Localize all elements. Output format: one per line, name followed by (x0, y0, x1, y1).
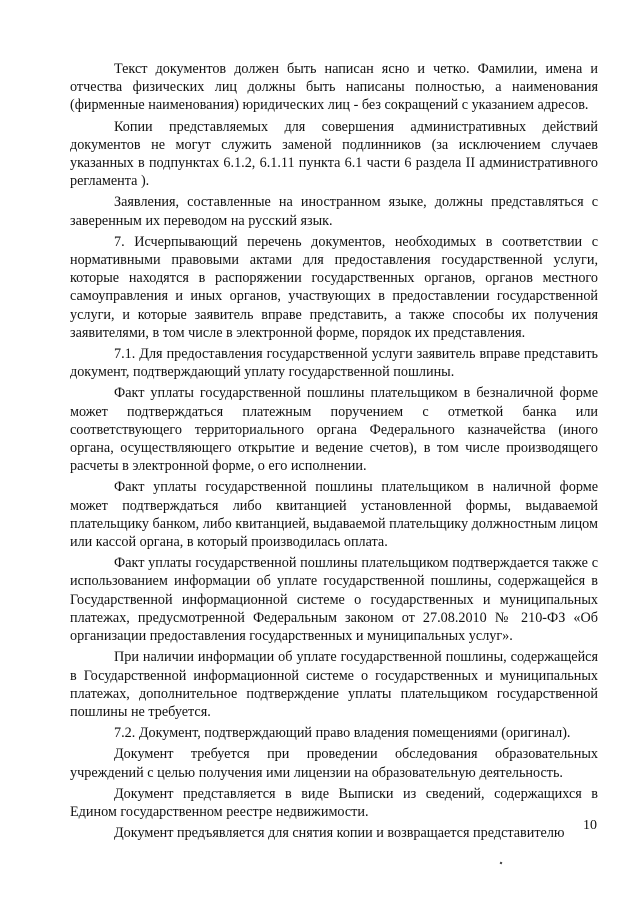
paragraph-7-1: 7.1. Для предоставления государственной услуги заявитель вправе представить документ, подтверждающий уплату государственной пошлины. (70, 346, 598, 381)
document-body (70, 60, 598, 845)
paragraph-text-requirements: Текст документов должен быть написан ясно и четко. Фамилии, имена и отчества физических лиц должны быть написаны полностью, а наименования (фирменные наименования) юридических лиц - без сокращений с указанием адресов. (70, 61, 598, 114)
paragraph-cashless-payment: Факт уплаты государственной пошлины плательщиком в безналичной форме может подтверждаться платежным поручением с отметкой банка или соответствующего территориального органа Федерального казначейства (иного органа, осуществляющего открытие и ведение счетов), в том числе производящего расчеты в электронной форме, о его исполнении. (70, 385, 598, 475)
paragraph-egrn-extract: Документ представляется в виде Выписки из сведений, содержащихся в Едином государственном реестре недвижимости. (70, 785, 598, 820)
paragraph-gis-gmp: Факт уплаты государственной пошлины плательщиком подтверждается также с использованием информации об уплате государственной пошлины, содержащейся в Государственной информационной системе о государственных и муниципальных платежах, предусмотренной Федеральным законом от 27.08.2010 № 210-ФЗ «Об организации предоставления государственных и муниципальных услуг». (70, 555, 598, 645)
paragraph-7-2: 7.2. Документ, подтверждающий право владения помещениями (оригинал). (114, 725, 571, 742)
paragraph-section-7: 7. Исчерпывающий перечень документов, необходимых в соответствии с нормативными правовыми актами для предоставления государственной услуги, которые находятся в распоряжении государственных органов, органов местного самоуправления и иных органов, участвующих в предоставлении государственной услуги, и которые заявитель вправе представить, а также способы их получения заявителями, в том числе в электронной форме, порядок их представления. (70, 233, 598, 341)
paragraph-no-confirmation: При наличии информации об уплате государственной пошлины, содержащейся в Государственной информационной системе о государственных и муниципальных платежах, дополнительное подтверждение уплаты плательщиком государственной пошлины не требуется. (70, 649, 598, 720)
paragraph-foreign-language: Заявления, составленные на иностранном языке, должны представляться с заверенным их переводом на русский язык. (70, 194, 598, 229)
paragraph-copies: Копии представляемых для совершения административных действий документов не могут служить заменой подлинников (за исключением случаев указанных в подпунктах 6.1.2, 6.1.11 пункта 6.1 части 6 раздела II административного регламента ). (70, 118, 598, 190)
paragraph-cash-payment: Факт уплаты государственной пошлины плательщиком в наличной форме может подтверждаться либо квитанцией установленной формы, выдаваемой плательщику банком, либо квитанцией, выдаваемой плательщику должностным лицом или кассой органа, в который производилась оплата. (70, 479, 598, 551)
page-number: 10 (583, 818, 597, 833)
paragraph-copy-returned: Документ предъявляется для снятия копии и возвращается представителю (114, 825, 565, 842)
paragraph-document-required: Документ требуется при проведении обследования образовательных учреждений с целью получения ими лицензии на образовательную деятельность. (70, 746, 598, 781)
scan-speck (500, 862, 503, 865)
